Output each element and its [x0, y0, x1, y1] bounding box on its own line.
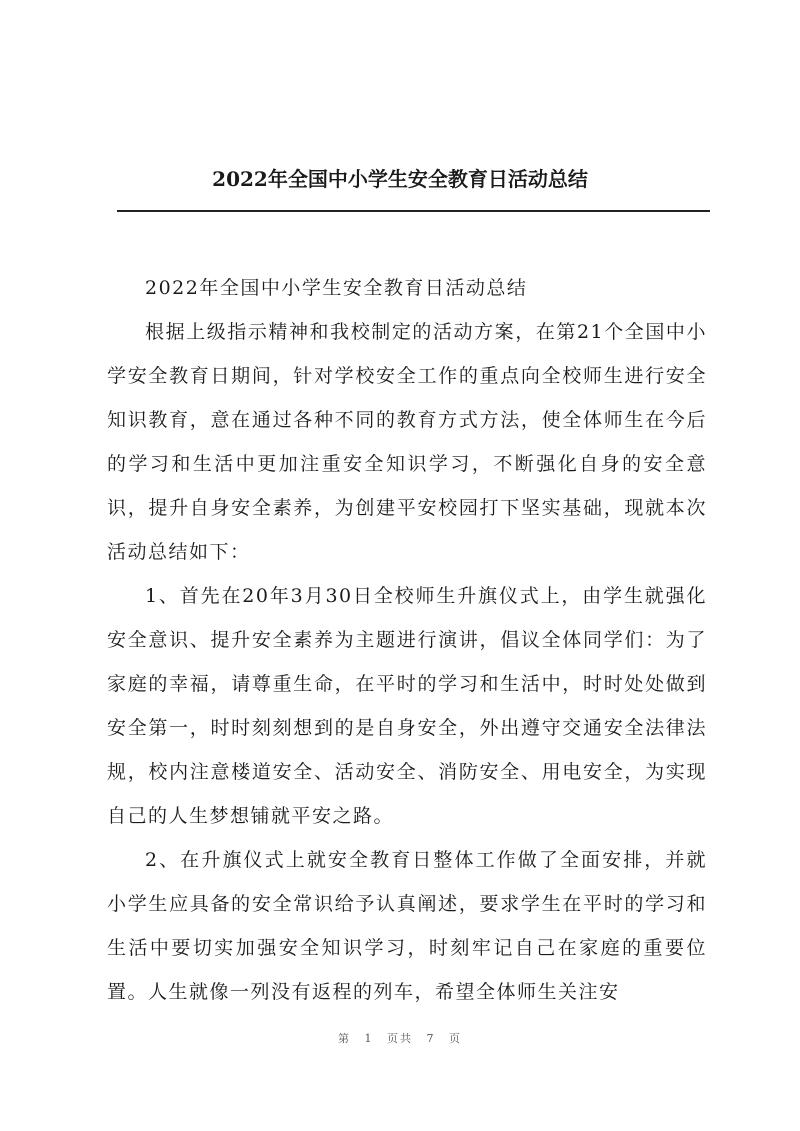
document-body: [107, 266, 707, 1014]
body-paragraph-heading: 2022年全国中小学生安全教育日活动总结: [145, 277, 528, 299]
body-paragraph-item-2: 2、在升旗仪式上就安全教育日整体工作做了全面安排，并就小学生应具备的安全常识给予认真阐述，要求学生在平时的学习和生活中要切实加强安全知识学习，时刻牢记自己在家庭的重要位置。人生就像一列没有返程的列车，希望全体师生关注安: [107, 849, 707, 1003]
title-divider: [117, 210, 710, 212]
page-title: 2022年全国中小学生安全教育日活动总结: [212, 167, 588, 191]
page-number-footer: 第 1 页共 7 页: [338, 1032, 462, 1045]
body-paragraph-item-1: 1、首先在20年3月30日全校师生升旗仪式上，由学生就强化安全意识、提升安全素养为主题进行演讲，倡议全体同学们：为了家庭的幸福，请尊重生命，在平时的学习和生活中，时时处处做到安全第一，时时刻刻想到的是自身安全，外出遵守交通安全法律法规，校内注意楼道安全、活动安全、消防安全、用电安全，为实现自己的人生梦想铺就平安之路。: [107, 585, 707, 827]
body-paragraph-intro: 根据上级指示精神和我校制定的活动方案，在第21个全国中小学安全教育日期间，针对学校安全工作的重点向全校师生进行安全知识教育，意在通过各种不同的教育方式方法，使全体师生在今后的学习和生活中更加注重安全知识学习，不断强化自身的安全意识，提升自身安全素养，为创建平安校园打下坚实基础，现就本次活动总结如下：: [107, 321, 707, 563]
